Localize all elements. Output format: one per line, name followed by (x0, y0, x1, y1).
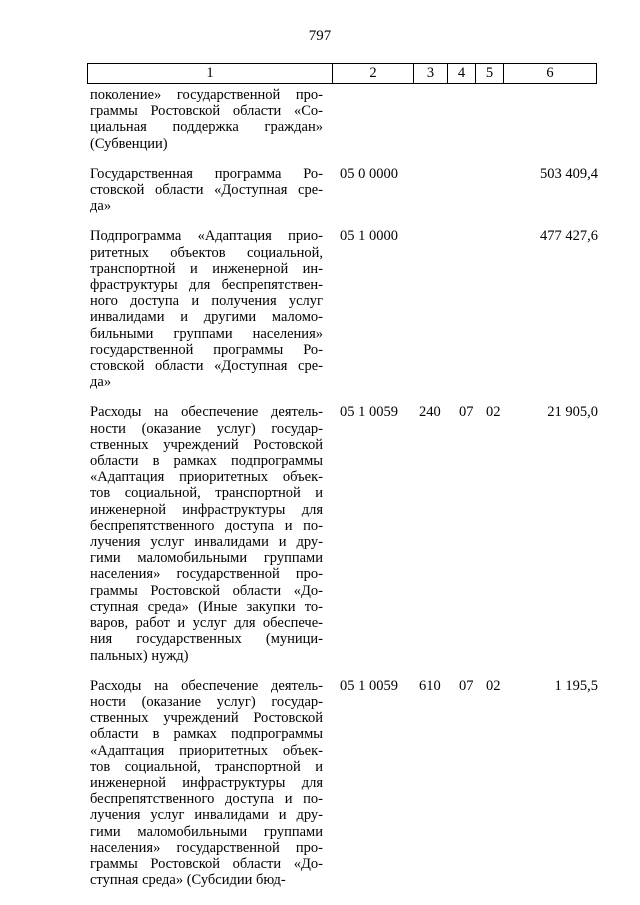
description-line: (Субвенции) (90, 135, 168, 152)
row-code: 05 1 0059 (340, 404, 398, 421)
description-line: «Адаптация приоритетных объек- (90, 469, 323, 486)
row-code: 05 1 0000 (340, 228, 398, 245)
description-line: циальная поддержка граждан» (90, 119, 323, 136)
row-vr: 240 (419, 404, 441, 421)
description-line: стовской области «Доступная сре- (90, 182, 323, 199)
row-amount: 1 195,5 (554, 677, 598, 694)
description-line: области в рамках подпрограммы (90, 726, 323, 743)
description-line: гими маломобильными группами (90, 550, 323, 567)
table-body (0, 87, 640, 902)
column-header-table (87, 63, 597, 84)
row-amount: 477 427,6 (540, 228, 598, 245)
row-code: 05 1 0059 (340, 677, 398, 694)
description-line: ритетных объектов социальной, (90, 244, 323, 261)
description-line: ния государственных (муници- (90, 631, 323, 648)
table-row (0, 166, 640, 215)
column-header-4: 4 (448, 64, 476, 84)
column-header-6: 6 (504, 64, 597, 84)
description-line: фраструктуры для беспрепятствен- (90, 277, 323, 294)
description-line: да» (90, 374, 112, 391)
row-description (90, 228, 323, 390)
description-line: лучения услуг инвалидами и дру- (90, 807, 323, 824)
description-line: бильными группами населения» (90, 325, 323, 342)
row-vr: 610 (419, 677, 441, 694)
table-row (0, 87, 640, 152)
description-line: «Адаптация приоритетных объек- (90, 742, 323, 759)
column-header-3: 3 (414, 64, 448, 84)
row-code: 05 0 0000 (340, 165, 398, 182)
description-line: граммы Ростовской области «Со- (90, 103, 323, 120)
row-pr: 02 (486, 404, 501, 421)
description-line: варов, работ и услуг для обеспече- (90, 615, 323, 632)
description-line: беспрепятственного доступа и по- (90, 517, 323, 534)
page-number: 797 (308, 28, 332, 44)
description-line: ственных учреждений Ростовской (90, 710, 323, 727)
row-description (90, 166, 323, 215)
description-line: Подпрограмма «Адаптация прио- (90, 228, 323, 245)
column-header-row (88, 64, 597, 84)
description-line: ности (оказание услуг) государ- (90, 420, 323, 437)
description-line: ственных учреждений Ростовской (90, 436, 323, 453)
description-line: пальных) нужд) (90, 647, 189, 664)
row-description (90, 678, 323, 889)
description-line: государственной программы Ро- (90, 341, 323, 358)
description-line: населения» государственной про- (90, 839, 323, 856)
description-line: стовской области «Доступная сре- (90, 358, 323, 375)
description-line: ступная среда» (Субсидии бюд- (90, 872, 286, 889)
description-line: инженерной инфраструктуры для (90, 501, 323, 518)
row-rz: 07 (459, 404, 474, 421)
description-line: населения» государственной про- (90, 566, 323, 583)
row-amount: 503 409,4 (540, 165, 598, 182)
description-line: ного доступа и получения услуг (90, 293, 323, 310)
description-line: Расходы на обеспечение деятель- (90, 404, 323, 421)
table-row (0, 228, 640, 390)
row-description (90, 404, 323, 663)
description-line: да» (90, 198, 112, 215)
description-line: инженерной инфраструктуры для (90, 774, 323, 791)
description-line: тов социальной, транспортной и (90, 758, 323, 775)
description-line: области в рамках подпрограммы (90, 453, 323, 470)
row-rz: 07 (459, 677, 474, 694)
description-line: граммы Ростовской области «До- (90, 855, 323, 872)
column-header-1: 1 (88, 64, 333, 84)
table-row (0, 678, 640, 889)
description-line: транспортной и инженерной ин- (90, 260, 323, 277)
description-line: ступная среда» (Иные закупки то- (90, 598, 323, 615)
column-header-2: 2 (333, 64, 414, 84)
description-line: тов социальной, транспортной и (90, 485, 323, 502)
description-line: Государственная программа Ро- (90, 165, 323, 182)
row-amount: 21 905,0 (547, 404, 598, 421)
table-row (0, 404, 640, 663)
description-line: Расходы на обеспечение деятель- (90, 677, 323, 694)
description-line: беспрепятственного доступа и по- (90, 791, 323, 808)
row-pr: 02 (486, 677, 501, 694)
description-line: гими маломобильными группами (90, 823, 323, 840)
column-header-5: 5 (476, 64, 504, 84)
description-line: граммы Ростовской области «До- (90, 582, 323, 599)
description-line: поколение» государственной про- (90, 87, 323, 103)
description-line: инвалидами и другими маломо- (90, 309, 323, 326)
description-line: ности (оказание услуг) государ- (90, 693, 323, 710)
description-line: лучения услуг инвалидами и дру- (90, 534, 323, 551)
row-description (90, 87, 323, 152)
